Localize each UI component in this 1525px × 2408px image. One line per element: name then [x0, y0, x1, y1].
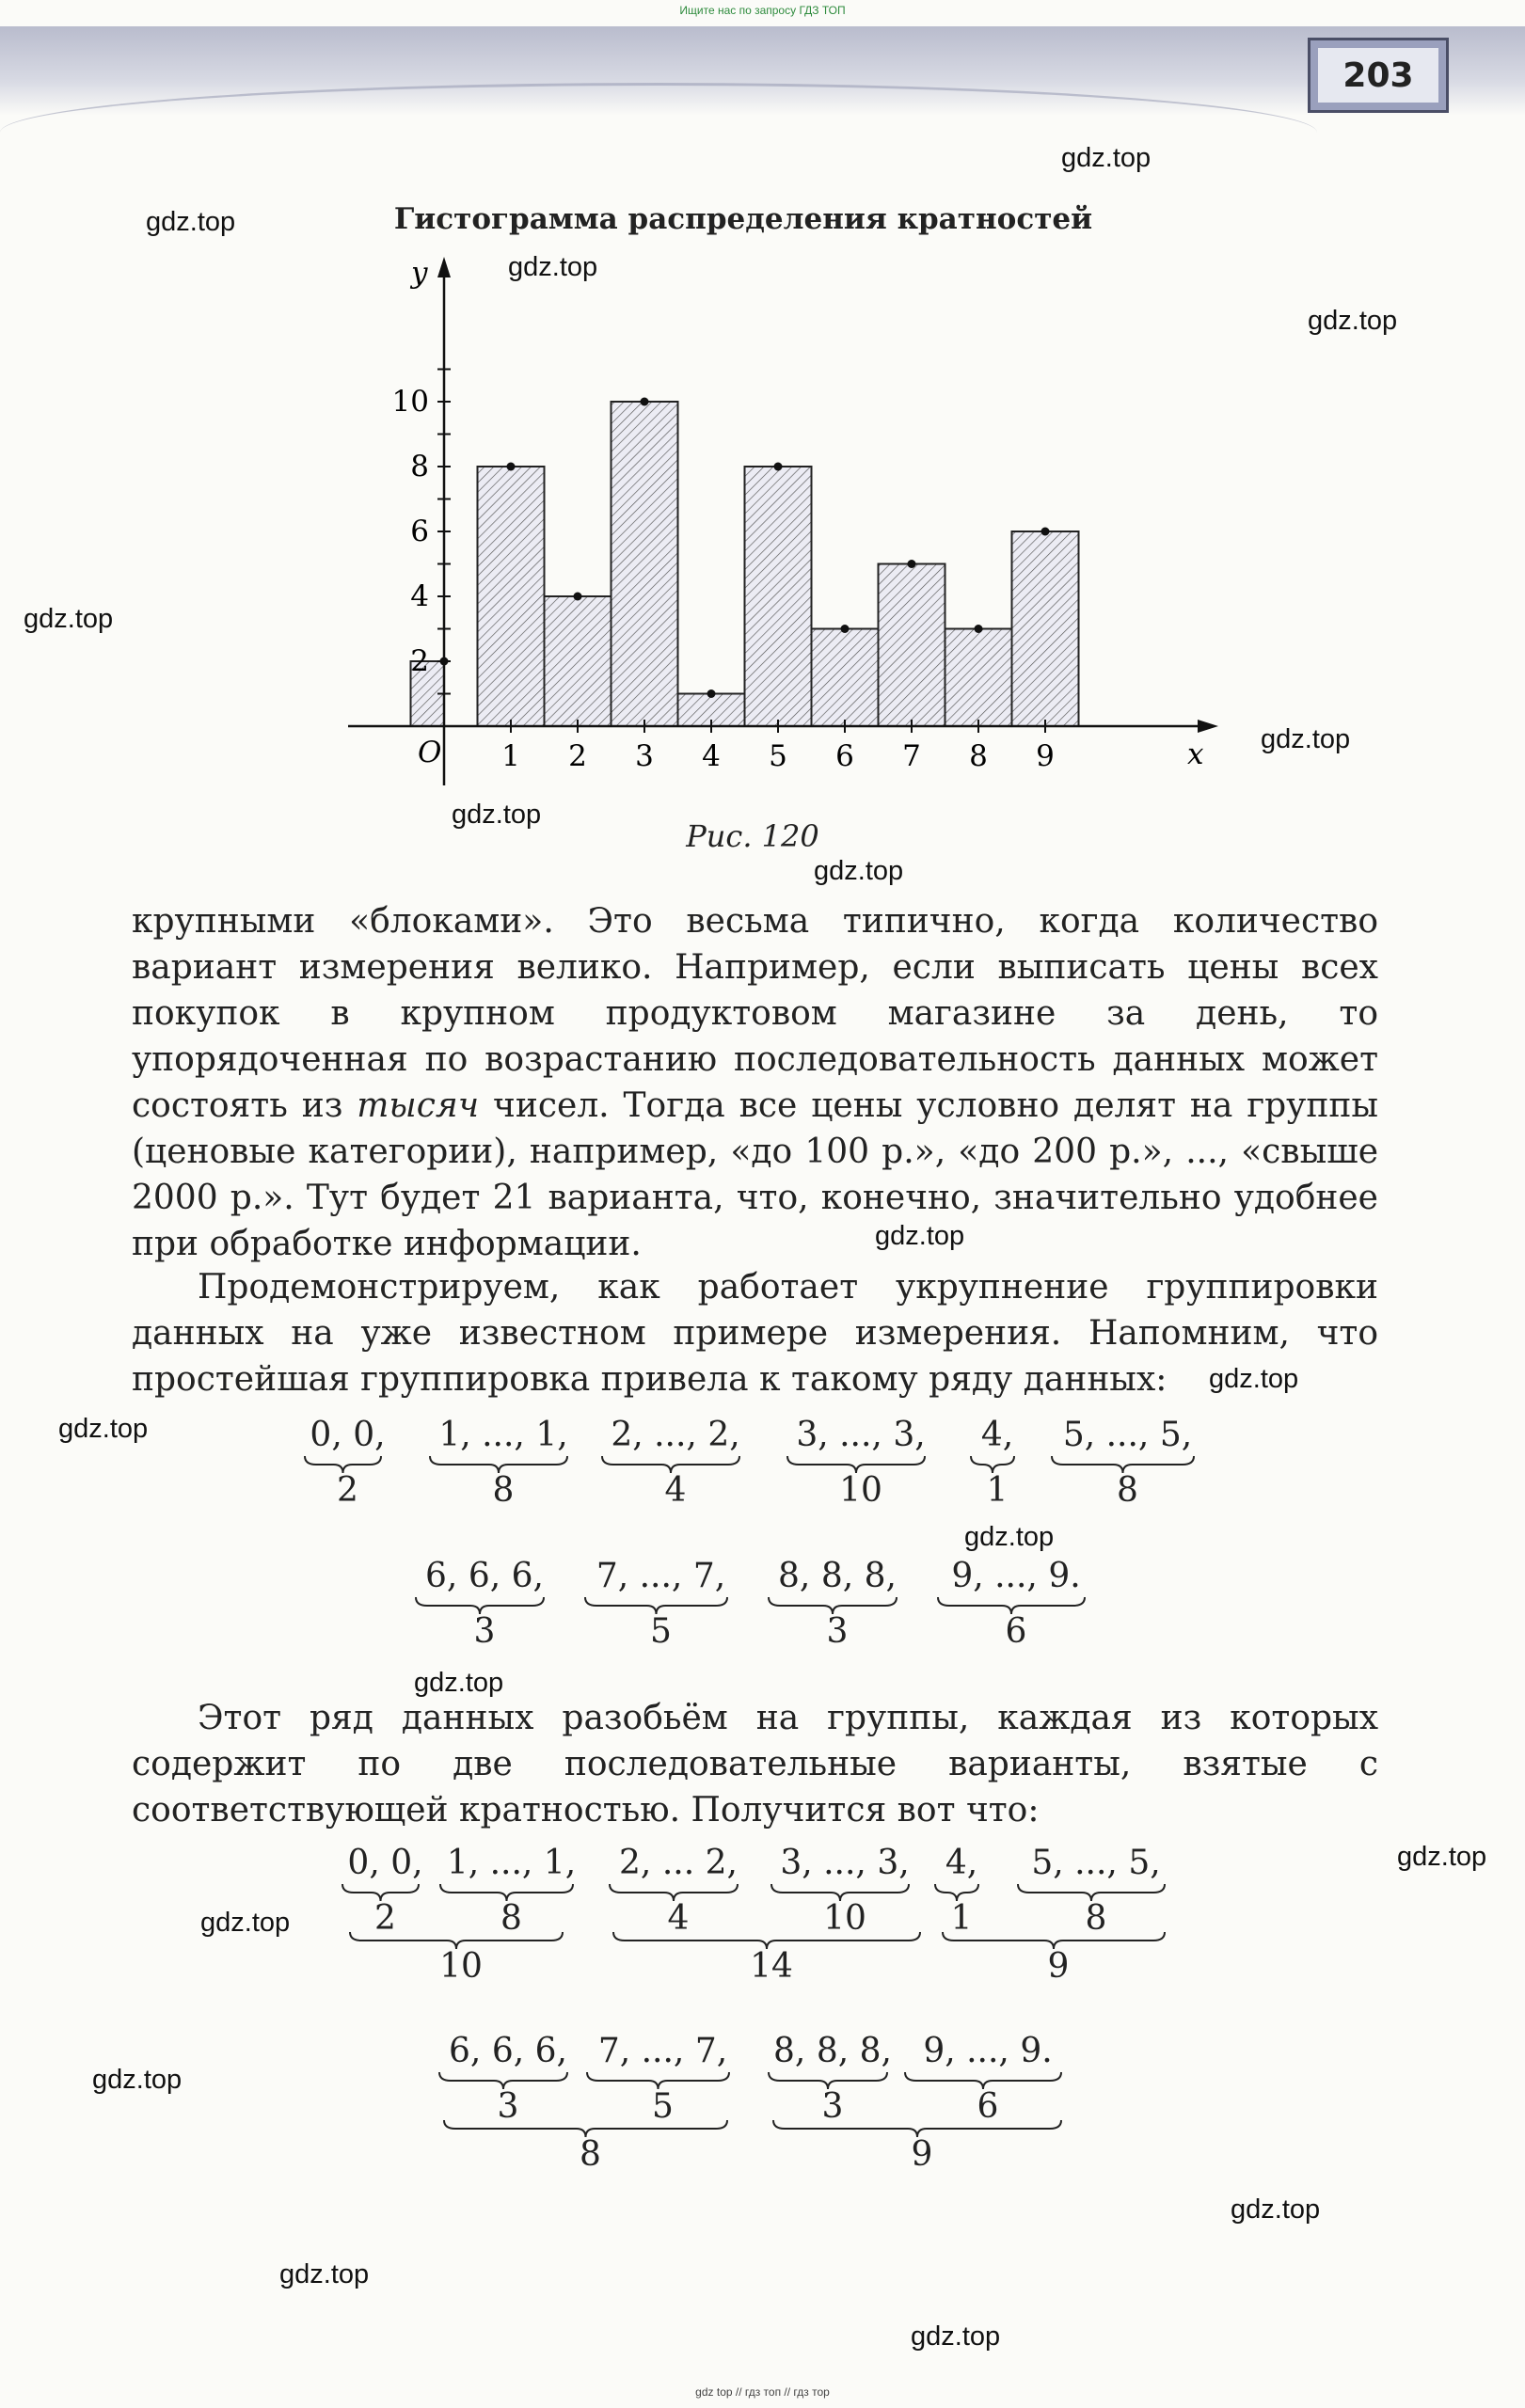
watermark: gdz.top [452, 800, 542, 830]
group-values: 7, ..., 7, [597, 2032, 728, 2070]
bar-top-point [774, 463, 783, 471]
group-values: 0, 0, [310, 1416, 386, 1454]
watermark: gdz.top [508, 252, 598, 282]
group-count: 6 [977, 2087, 999, 2126]
group-sum [612, 1930, 931, 1986]
x-axis-arrow [1198, 720, 1218, 733]
group-values: 9, ..., 9. [923, 2032, 1053, 2070]
bar-top-point [707, 689, 716, 698]
watermark: gdz.top [1061, 143, 1152, 173]
braced-group [936, 1557, 1096, 1651]
group-values: 5, ..., 5, [1062, 1416, 1193, 1454]
braced-group [583, 1557, 739, 1651]
p1-text-a: крупными «блоками». Это весьма типично, когда количество вариант измерения велико. Например, если выписать цены всех покупок в крупном продуктовом магазине за день, то упорядоченная по возрастанию последовательность данных может состоять из [132, 902, 1378, 1125]
group-count: 8 [1117, 1471, 1138, 1510]
group-count: 2 [374, 1899, 396, 1938]
histogram-bar [478, 467, 545, 726]
x-tick-label: 5 [769, 739, 787, 773]
braced-group [600, 1416, 751, 1510]
watermark: gdz.top [964, 1522, 1055, 1552]
braced-group [341, 1844, 430, 1938]
group-count: 3 [473, 1612, 496, 1651]
paragraph-blocks [132, 898, 1378, 1267]
bar-top-point [574, 593, 582, 601]
group-values: 4, [980, 1416, 1014, 1454]
bar-top-point [975, 625, 983, 633]
braced-group [933, 1844, 990, 1938]
braced-group [608, 1844, 749, 1938]
group-values: 2, ..., 2, [611, 1416, 740, 1454]
histogram-bar [1012, 531, 1079, 726]
braced-group [969, 1416, 1025, 1510]
group-count: 5 [650, 1612, 672, 1651]
p1-text-b: чисел. Тогда все цены условно делят на группы (ценовые категории), например, «до 100 р.», «до 200 р.», ..., «свыше 2000 р.». Тут будет 21 варианта, что, конечно, значительно удобнее при обработке информации. [132, 1086, 1378, 1263]
histogram-bar [612, 402, 678, 726]
watermark: gdz.top [1261, 724, 1351, 754]
group-count: 3 [821, 2087, 844, 2126]
watermark: gdz.top [414, 1668, 504, 1698]
paragraph-demo: Продемонстрируем, как работает укрупнение группировки данных на уже известном примере измерения. Напомним, что простейшая группировка привела к такому ряду данных: [132, 1268, 1378, 1399]
group-count: 5 [652, 2087, 674, 2126]
x-tick-label: 3 [635, 739, 654, 773]
sum-value: 14 [750, 1947, 793, 1986]
group-values: 6, 6, 6, [449, 2032, 567, 2070]
p1-italic: тысяч [357, 1086, 480, 1125]
group-count: 10 [839, 1471, 882, 1510]
group-values: 9, ..., 9. [951, 1557, 1081, 1595]
group-count: 3 [497, 2087, 519, 2126]
group-count: 8 [500, 1899, 522, 1938]
group-count: 4 [664, 1471, 687, 1510]
sum-value: 10 [439, 1947, 483, 1986]
group-values: 7, ..., 7, [596, 1557, 726, 1595]
braced-group [1050, 1416, 1205, 1510]
histogram-bar [945, 629, 1012, 727]
group-values: 3, ..., 3, [780, 1844, 910, 1882]
histogram-chart [310, 240, 1251, 785]
group-count: 2 [337, 1471, 358, 1510]
watermark: gdz.top [146, 207, 236, 237]
group-count: 6 [1005, 1612, 1027, 1651]
y-axis-arrow [437, 257, 451, 277]
braced-group [770, 1844, 920, 1938]
origin-label: O [418, 736, 442, 769]
bar-top-point [841, 625, 850, 633]
x-tick-label: 4 [702, 739, 721, 773]
braced-group [437, 2032, 579, 2126]
braced-group [767, 2032, 898, 2126]
bar-top-point [1041, 528, 1050, 536]
group-count: 8 [492, 1471, 515, 1510]
header-band [0, 26, 1525, 116]
group-count: 1 [986, 1471, 1009, 1510]
group-values: 8, 8, 8, [773, 2032, 892, 2070]
watermark: gdz.top [911, 2321, 1001, 2352]
histogram-bar [812, 629, 879, 727]
group-count: 4 [667, 1899, 690, 1938]
group-sum [941, 1930, 1176, 1986]
x-tick-label: 6 [835, 739, 854, 773]
y-tick-label: 10 [391, 385, 429, 419]
search-hint: Ищите нас по запросу ГДЗ ТОП [679, 4, 846, 17]
group-values: 5, ..., 5, [1031, 1844, 1161, 1882]
group-count: 8 [1085, 1899, 1107, 1938]
x-tick-label: 9 [1036, 739, 1055, 773]
paragraph-groups: Этот ряд данных разобьём на группы, каждая из которых содержит по две последовательные варианты, взятые с соответствующей кратностью. Получится вот что: [132, 1699, 1378, 1830]
x-tick-label: 8 [969, 739, 988, 773]
braced-group [903, 2032, 1072, 2126]
watermark: gdz.top [1231, 2194, 1321, 2225]
sum-value: 9 [911, 2135, 933, 2174]
bar-top-point [641, 398, 649, 406]
braced-group [767, 1557, 908, 1651]
watermark: gdz.top [875, 1221, 965, 1251]
watermark: gdz.top [814, 856, 904, 886]
y-tick-label: 2 [410, 644, 429, 678]
group-values: 4, [945, 1844, 978, 1882]
group-values: 2, ... 2, [619, 1844, 738, 1882]
watermark: gdz.top [1397, 1842, 1487, 1872]
bar-top-point [908, 560, 916, 568]
footer-note: gdz top // гдз топ // гдз тор [695, 2385, 830, 2399]
bar-top-point [507, 463, 516, 471]
watermark: gdz.top [279, 2259, 370, 2289]
watermark: gdz.top [24, 604, 114, 634]
figure-caption: Рис. 120 [686, 818, 819, 854]
braced-group [786, 1416, 936, 1510]
x-tick-label: 7 [902, 739, 921, 773]
group-sum [771, 2118, 1072, 2174]
page-number: 203 [1318, 48, 1438, 103]
watermark: gdz.top [200, 1908, 291, 1938]
page-number-box [1308, 38, 1449, 113]
group-count: 1 [950, 1899, 973, 1938]
braced-group [414, 1557, 555, 1651]
group-values: 0, 0, [347, 1844, 423, 1882]
braced-group [438, 1844, 584, 1938]
x-axis-label: x [1187, 737, 1204, 771]
group-values: 3, ..., 3, [796, 1416, 926, 1454]
group-sum [442, 2118, 739, 2174]
y-tick-label: 8 [410, 450, 429, 483]
group-values: 1, ..., 1, [446, 1844, 577, 1882]
x-tick-label: 2 [568, 739, 587, 773]
y-tick-label: 6 [410, 515, 429, 548]
group-values: 6, 6, 6, [425, 1557, 544, 1595]
chart-title: Гистограмма распределения кратностей [393, 202, 1093, 236]
braced-group [585, 2032, 740, 2126]
group-count: 10 [823, 1899, 866, 1938]
group-values: 8, 8, 8, [778, 1557, 897, 1595]
histogram-bar [879, 564, 945, 727]
y-axis-label: y [411, 256, 428, 290]
watermark: gdz.top [1308, 306, 1398, 336]
group-values: 1, ..., 1, [438, 1416, 568, 1454]
x-tick-label: 1 [501, 739, 520, 773]
histogram-bar [745, 467, 812, 726]
y-tick-label: 4 [410, 579, 429, 613]
braced-group [428, 1416, 579, 1510]
group-sum [348, 1930, 574, 1986]
watermark: gdz.top [58, 1414, 149, 1444]
group-count: 3 [826, 1612, 849, 1651]
watermark: gdz.top [92, 2065, 183, 2095]
braced-group [303, 1416, 392, 1510]
sum-value: 8 [580, 2135, 601, 2174]
histogram-bar [545, 596, 612, 726]
sum-value: 9 [1047, 1947, 1070, 1986]
watermark: gdz.top [1209, 1364, 1299, 1394]
braced-group [1016, 1844, 1176, 1938]
